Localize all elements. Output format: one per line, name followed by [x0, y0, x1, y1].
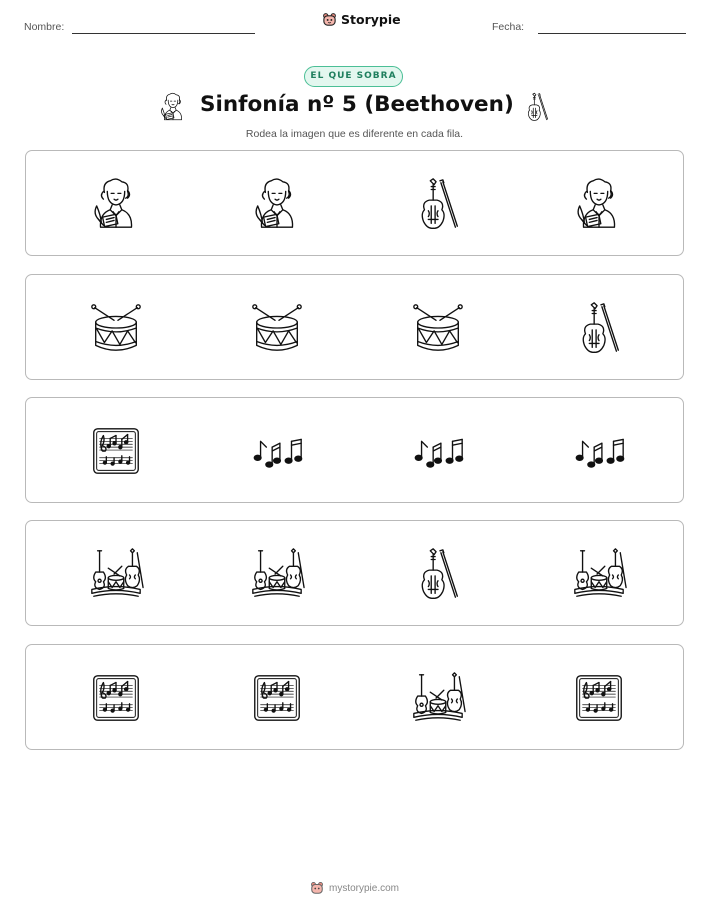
date-label: Fecha:	[492, 21, 525, 33]
violin-icon	[521, 91, 553, 123]
storypie-mascot-icon	[310, 881, 324, 895]
choice-cell[interactable]	[407, 297, 469, 359]
storypie-mascot-icon	[322, 12, 337, 27]
choice-cell[interactable]	[407, 543, 469, 605]
name-label: Nombre:	[24, 21, 65, 33]
brand-name: Storypie	[341, 12, 401, 27]
choice-cell[interactable]	[85, 667, 147, 729]
choice-cell[interactable]	[246, 420, 308, 482]
beethoven-icon	[248, 175, 306, 233]
choice-cell[interactable]	[568, 543, 630, 605]
exercise-row	[25, 397, 684, 503]
instructions: Rodea la imagen que es diferente en cada fila.	[245, 128, 464, 140]
worksheet-header	[0, 0, 709, 40]
music-notes-icon	[248, 422, 306, 480]
violin-icon	[409, 545, 467, 603]
title-left-icon	[157, 91, 189, 123]
violin-icon	[570, 299, 628, 357]
beethoven-icon	[570, 175, 628, 233]
date-field[interactable]	[538, 33, 686, 34]
choice-cell[interactable]	[246, 667, 308, 729]
choice-cell[interactable]	[407, 420, 469, 482]
music-notes-icon	[409, 422, 467, 480]
choice-cell[interactable]	[85, 173, 147, 235]
drum-icon	[409, 299, 467, 357]
exercise-row	[25, 520, 684, 626]
sheet-music-icon	[87, 422, 145, 480]
exercise-row	[25, 150, 684, 256]
exercise-row	[25, 274, 684, 380]
orchestra-icon	[248, 545, 306, 603]
footer-url: mystorypie.com	[328, 882, 399, 894]
orchestra-icon	[87, 545, 145, 603]
category-badge: EL QUE SOBRA	[304, 66, 403, 87]
beethoven-icon	[87, 175, 145, 233]
choice-cell[interactable]	[568, 667, 630, 729]
choice-cell[interactable]	[568, 420, 630, 482]
choice-cell[interactable]	[246, 297, 308, 359]
violin-icon	[409, 175, 467, 233]
drum-icon	[248, 299, 306, 357]
orchestra-icon	[570, 545, 628, 603]
sheet-music-icon	[87, 669, 145, 727]
sheet-music-icon	[248, 669, 306, 727]
music-notes-icon	[570, 422, 628, 480]
choice-cell[interactable]	[568, 297, 630, 359]
worksheet-title: Sinfonía nº 5 (Beethoven)	[200, 92, 514, 117]
exercise-row	[25, 644, 684, 750]
choice-cell[interactable]	[246, 173, 308, 235]
choice-cell[interactable]	[407, 173, 469, 235]
choice-cell[interactable]	[85, 297, 147, 359]
choice-cell[interactable]	[85, 420, 147, 482]
sheet-music-icon	[570, 669, 628, 727]
beethoven-icon	[157, 91, 189, 123]
title-right-icon	[521, 91, 553, 123]
choice-cell[interactable]	[246, 543, 308, 605]
name-field[interactable]	[72, 33, 255, 34]
storypie-logo	[322, 12, 401, 27]
orchestra-icon	[409, 669, 467, 727]
footer	[0, 881, 709, 895]
choice-cell[interactable]	[85, 543, 147, 605]
choice-cell[interactable]	[568, 173, 630, 235]
choice-cell[interactable]	[407, 667, 469, 729]
drum-icon	[87, 299, 145, 357]
